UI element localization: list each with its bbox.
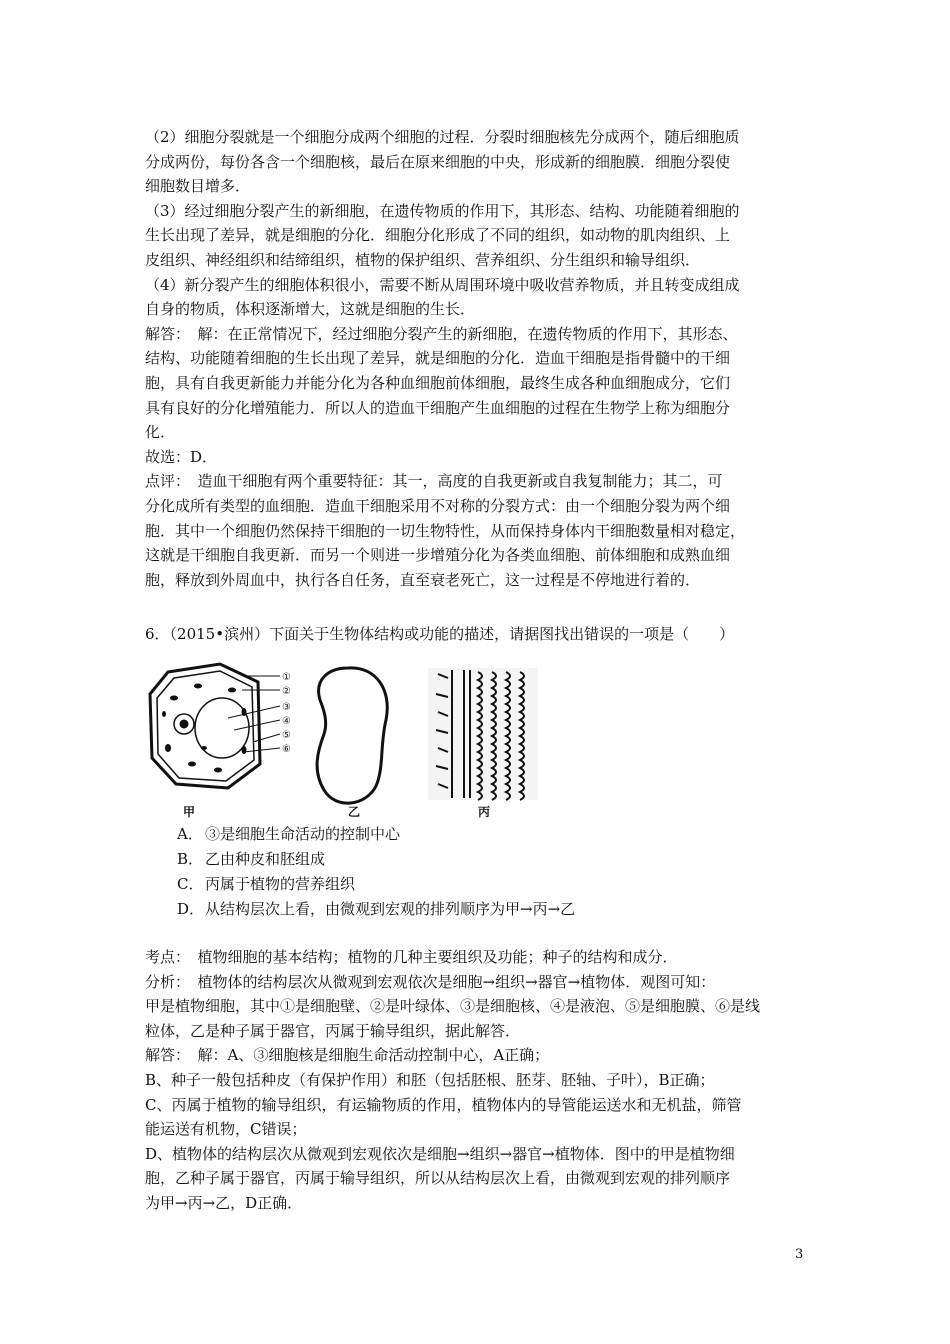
option-text: 从结构层次上看，由微观到宏观的排列顺序为甲→丙→乙 xyxy=(205,900,576,918)
figure-label-bing: 丙 xyxy=(478,805,491,819)
text-line: 解答： 解：A、③细胞核是细胞生命活动控制中心，A正确； xyxy=(145,1046,550,1065)
option-text: 乙由种皮和胚组成 xyxy=(205,850,326,868)
text-line: 皮组织、神经组织和结缔组织，植物的保护组织、营养组织、分生组织和输导组织． xyxy=(145,250,701,269)
text-line: 化． xyxy=(145,423,176,442)
text-line: （3）经过细胞分裂产生的新细胞，在遗传物质的作用下，其形态、结构、功能随着细胞的 xyxy=(145,201,740,220)
text-line: 胞，释放到外周血中，执行各自任务，直至衰老死亡，这一过程是不停地进行着的． xyxy=(145,570,701,589)
option-a xyxy=(177,822,575,847)
text-line: C、丙属于植物的输导组织，有运输物质的作用，植物体内的导管能运送水和无机盐，筛管 xyxy=(145,1095,742,1114)
option-letter: C． xyxy=(177,875,204,893)
text-line: 能运送有机物，C错误； xyxy=(145,1120,307,1139)
text-line: （4）新分裂产生的细胞体积很小，需要不断从周围环境中吸收营养物质，并且转变成组成 xyxy=(145,275,740,294)
text-line: 甲是植物细胞，其中①是细胞壁、②是叶绿体、③是细胞核、④是液泡、⑤是细胞膜、⑥是线 xyxy=(145,997,761,1016)
explanation-block xyxy=(145,125,810,592)
text-line: 细胞数目增多． xyxy=(145,177,251,196)
text-line: 胞，乙种子属于器官，丙属于输导组织，所以从结构层次上看，由微观到宏观的排列顺序 xyxy=(145,1169,731,1188)
text-line: 故选：D． xyxy=(145,447,218,466)
option-letter: D． xyxy=(177,900,205,918)
text-line: 粒体，乙是种子属于器官，丙属于输导组织，据此解答． xyxy=(145,1021,521,1040)
option-text: 丙属于植物的营养组织 xyxy=(205,875,356,893)
figure-label-jia: 甲 xyxy=(183,805,196,819)
option-d xyxy=(177,897,575,922)
plant-cell-diagram xyxy=(150,664,280,788)
text-line: 分化成所有类型的血细胞．造血干细胞采用不对称的分裂方式：由一个细胞分裂为两个细 xyxy=(145,496,731,515)
conducting-tissue-diagram xyxy=(428,668,538,800)
marker-2: ② xyxy=(282,686,291,697)
question-figure xyxy=(148,660,558,820)
option-text: ③是细胞生命活动的控制中心 xyxy=(205,825,401,843)
text-line: 生长出现了差异，就是细胞的分化．细胞分化形成了不同的组织，如动物的肌肉组织、上 xyxy=(145,226,731,245)
figure-illustration xyxy=(148,660,558,820)
answer-options xyxy=(177,822,575,922)
text-line: 分析： 植物体的结构层次从微观到宏观依次是细胞→组织→器官→植物体．观图可知： xyxy=(145,972,716,991)
text-line: B、种子一般包括种皮（有保护作用）和胚（包括胚根、胚芽、胚轴、子叶），B正确； xyxy=(145,1070,715,1089)
text-line: 解答： 解：在正常情况下，经过细胞分裂产生的新细胞，在遗传物质的作用下，其形态、 xyxy=(145,324,738,343)
marker-5: ⑤ xyxy=(282,730,291,741)
question-stem: 6．（2015•滨州）下面关于生物体结构或功能的描述，请据图找出错误的一项是（ ） xyxy=(145,625,735,643)
page-number: 3 xyxy=(795,1247,804,1262)
text-line: 胞，具有自我更新能力并能分化为各种血细胞前体细胞，最终生成各种血细胞成分，它们 xyxy=(145,373,731,392)
analysis-block xyxy=(145,945,810,1216)
text-line: （2）细胞分裂就是一个细胞分成两个细胞的过程．分裂时细胞核先分成两个，随后细胞质 xyxy=(145,128,740,146)
text-line: 考点： 植物细胞的基本结构；植物的几种主要组织及功能；种子的结构和成分． xyxy=(145,948,678,966)
marker-6: ⑥ xyxy=(282,744,291,755)
text-line: 分成两份，每份各含一个细胞核，最后在原来细胞的中央，形成新的细胞膜．细胞分裂使 xyxy=(145,152,731,171)
seed-diagram xyxy=(317,668,387,803)
option-letter: A． xyxy=(177,825,203,843)
text-line: 这就是干细胞自我更新．而另一个则进一步增殖分化为各类血细胞、前体细胞和成熟血细 xyxy=(145,546,731,565)
text-line: 结构、功能随着细胞的生长出现了差异，就是细胞的分化．造血干细胞是指骨髓中的干细 xyxy=(145,349,731,368)
text-line: 自身的物质，体积逐渐增大，这就是细胞的生长． xyxy=(145,300,476,319)
figure-label-yi: 乙 xyxy=(348,805,361,819)
option-c xyxy=(177,872,575,897)
text-line: 具有良好的分化增殖能力．所以人的造血干细胞产生血细胞的过程在生物学上称为细胞分 xyxy=(145,398,731,417)
marker-1: ① xyxy=(282,672,291,683)
option-b xyxy=(177,847,575,872)
marker-3: ③ xyxy=(282,702,291,713)
text-line: D、植物体的结构层次从微观到宏观依次是细胞→组织→器官→植物体．图中的甲是植物细 xyxy=(145,1144,735,1163)
text-line: 胞．其中一个细胞仍然保持干细胞的一切生物特性，从而保持身体内干细胞数量相对稳定， xyxy=(145,521,746,540)
option-letter: B． xyxy=(177,850,204,868)
text-line: 点评： 造血干细胞有两个重要特征：其一，高度的自我更新或自我复制能力；其二，可 xyxy=(145,472,723,491)
marker-4: ④ xyxy=(282,716,291,727)
cell-part-markers xyxy=(282,672,291,755)
text-line: 为甲→丙→乙，D正确． xyxy=(145,1193,303,1212)
